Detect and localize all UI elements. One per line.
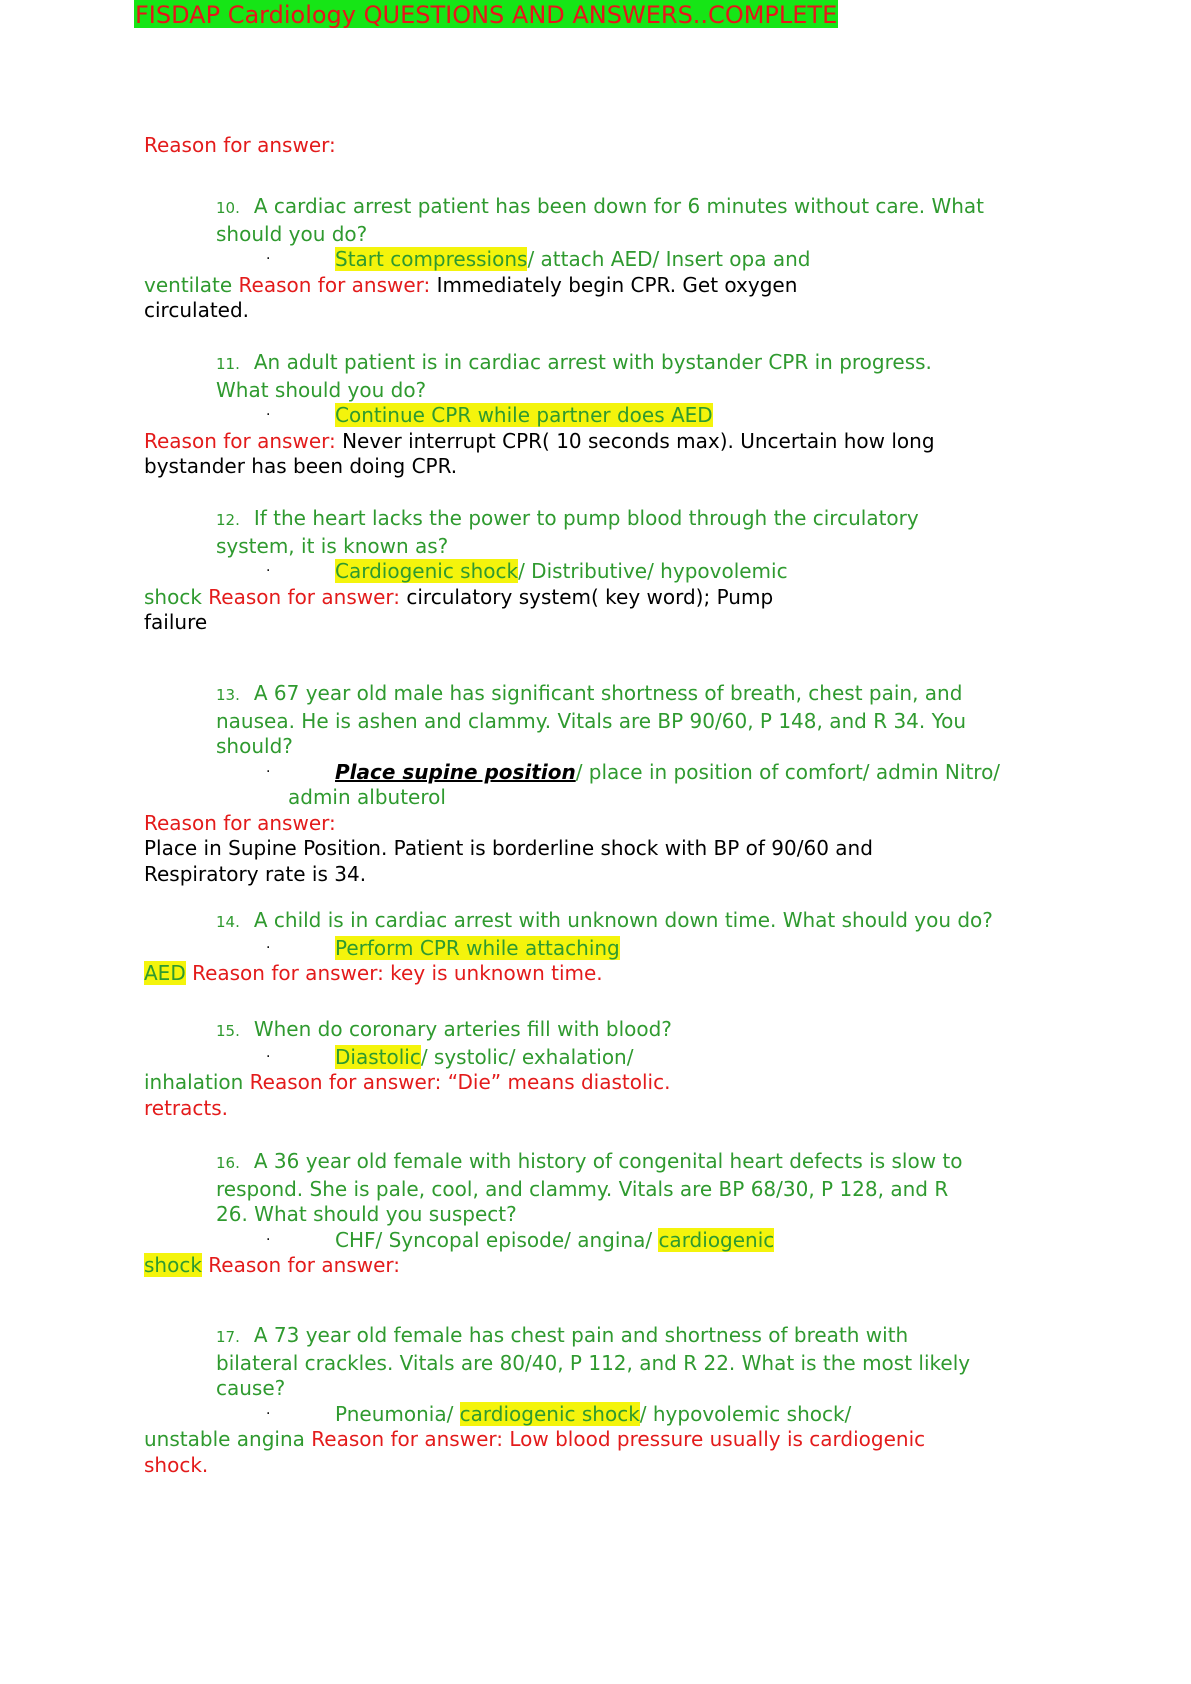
options-line (144, 936, 1084, 962)
question-line: should you do? (216, 221, 368, 246)
reason-label: Reason for answer: (192, 961, 384, 985)
question-line: A cardiac arrest patient has been down for 6 minutes without care. What (253, 194, 985, 218)
other-options: / place in position of comfort/ admin Nitro/ (575, 759, 1001, 784)
question-number: 16. (216, 1154, 240, 1172)
reason-text: Immediately begin CPR. Get oxygen (430, 272, 798, 297)
question-number: 11. (216, 355, 240, 373)
reason-line (144, 273, 1084, 299)
bullet-icon: · (266, 1405, 271, 1422)
options-continuation: unstable angina (144, 1427, 305, 1451)
question-line: respond. She is pale, cool, and clammy. Vitals are BP 68/30, P 128, and R (216, 1176, 949, 1201)
question-text (144, 1017, 1084, 1045)
intro-reason-label: Reason for answer: (144, 133, 336, 157)
bullet-icon: · (266, 407, 271, 423)
question-10 (144, 194, 1084, 324)
reason-line (144, 585, 1084, 611)
reason-label: Reason for answer: (144, 810, 336, 835)
correct-answer: Diastolic (335, 1044, 421, 1069)
other-options: / systolic/ exhalation/ (420, 1044, 634, 1069)
question-12 (144, 506, 1084, 636)
question-number: 12. (216, 511, 240, 529)
options-line (144, 1228, 1084, 1254)
reason-label: Reason for answer: (311, 1427, 503, 1451)
correct-answer: Continue CPR while partner does AED (335, 403, 713, 427)
question-number: 14. (216, 913, 240, 931)
correct-answer-continuation: shock (144, 1253, 202, 1277)
correct-answer: cardiogenic shock (459, 1401, 640, 1426)
question-line: should? (216, 734, 293, 758)
question-line: A 36 year old female with history of congenital heart defects is slow to (253, 1149, 963, 1173)
question-14 (144, 908, 1084, 987)
bullet-icon: · (266, 563, 271, 579)
other-options: Pneumonia/ (335, 1401, 460, 1426)
options-continuation: ventilate (144, 272, 233, 297)
question-17 (144, 1323, 1084, 1478)
options-line (144, 1045, 1084, 1071)
bullet-icon: · (266, 1231, 271, 1248)
reason-line (144, 1427, 1084, 1453)
reason-text: “Die” means diastolic. (441, 1070, 671, 1094)
options-continuation: inhalation (144, 1070, 244, 1094)
reason-continuation: circulated. (144, 298, 250, 322)
reason-continuation: bystander has been doing CPR. (144, 454, 458, 478)
bullet-icon: · (266, 763, 271, 780)
correct-answer: Perform CPR while attaching (335, 935, 620, 960)
question-line: What should you do? (216, 377, 427, 402)
bullet-icon: · (266, 1048, 271, 1065)
reason-line (144, 1070, 1084, 1096)
question-line: cause? (216, 1376, 286, 1400)
correct-answer: Cardiogenic shock (335, 559, 519, 583)
document-title: FISDAP Cardiology QUESTIONS AND ANSWERS..COMPLETE (135, 1, 838, 28)
reason-continuation: failure (144, 610, 208, 634)
reason-text: Never interrupt CPR( 10 seconds max). Uncertain how long (335, 428, 935, 453)
question-line: A 73 year old female has chest pain and shortness of breath with (253, 1323, 909, 1347)
reason-label: Reason for answer: (238, 272, 431, 297)
question-line: 26. What should you suspect? (216, 1202, 517, 1226)
correct-answer: cardiogenic (658, 1227, 775, 1252)
question-11 (144, 350, 1084, 480)
question-number: 17. (216, 1328, 240, 1346)
options-line (144, 559, 1084, 585)
question-13 (144, 681, 1084, 887)
reason-text: key is unknown time. (383, 961, 603, 985)
reason-label: Reason for answer: (208, 1253, 401, 1277)
question-number: 15. (216, 1022, 240, 1040)
reason-line (144, 1253, 1084, 1279)
reason-line (144, 961, 1084, 987)
reason-label: Reason for answer: (144, 428, 336, 453)
question-line: bilateral crackles. Vitals are 80/40, P 112, and R 22. What is the most likely (216, 1350, 971, 1375)
bullet-icon: · (266, 251, 271, 267)
question-line: If the heart lacks the power to pump blood through the circulatory (253, 506, 919, 530)
question-text (144, 194, 1084, 222)
options-line (144, 760, 1084, 786)
correct-answer: Start compressions (335, 247, 528, 271)
other-options: / Distributive/ hypovolemic (518, 559, 788, 583)
question-text (144, 1323, 1084, 1351)
question-text (144, 681, 1084, 709)
reason-continuation: retracts. (144, 1095, 229, 1120)
reason-continuation: Respiratory rate is 34. (144, 861, 367, 886)
options-continuation: shock (144, 584, 202, 609)
options-line (144, 403, 1084, 429)
other-options: / hypovolemic shock/ (639, 1401, 852, 1426)
other-options: / attach AED/ Insert opa and (527, 247, 811, 271)
options-line (144, 247, 1084, 273)
question-text (144, 908, 1084, 936)
reason-line (144, 429, 1084, 455)
question-text (144, 1149, 1084, 1177)
question-number: 10. (216, 199, 240, 217)
options-continuation: admin albuterol (288, 785, 446, 809)
reason-label: Reason for answer: (249, 1070, 442, 1094)
reason-text: circulatory system( key word); Pump (400, 584, 774, 609)
correct-answer-continuation: AED (144, 961, 186, 985)
reason-label: Reason for answer: (208, 584, 401, 609)
question-text (144, 350, 1084, 378)
question-line: An adult patient is in cardiac arrest with bystander CPR in progress. (253, 350, 932, 374)
question-line: nausea. He is ashen and clammy. Vitals are BP 90/60, P 148, and R 34. You (216, 708, 967, 733)
bullet-icon: · (266, 939, 271, 956)
question-text (144, 506, 1084, 534)
correct-answer: Place supine position (335, 759, 576, 784)
question-line: system, it is known as? (216, 533, 449, 558)
question-line: When do coronary arteries fill with blood? (253, 1017, 672, 1041)
reason-text: Low blood pressure usually is cardiogenic (503, 1427, 926, 1451)
reason-text: Place in Supine Position. Patient is borderline shock with BP of 90/60 and (144, 836, 873, 860)
reason-continuation: shock. (144, 1452, 209, 1477)
question-15 (144, 1017, 1084, 1121)
question-16 (144, 1149, 1084, 1279)
question-line: A 67 year old male has significant shortness of breath, chest pain, and (253, 681, 963, 705)
options-line (144, 1402, 1084, 1428)
question-number: 13. (216, 686, 240, 704)
other-options: CHF/ Syncopal episode/ angina/ (335, 1227, 659, 1252)
question-line: A child is in cardiac arrest with unknown down time. What should you do? (253, 908, 993, 932)
